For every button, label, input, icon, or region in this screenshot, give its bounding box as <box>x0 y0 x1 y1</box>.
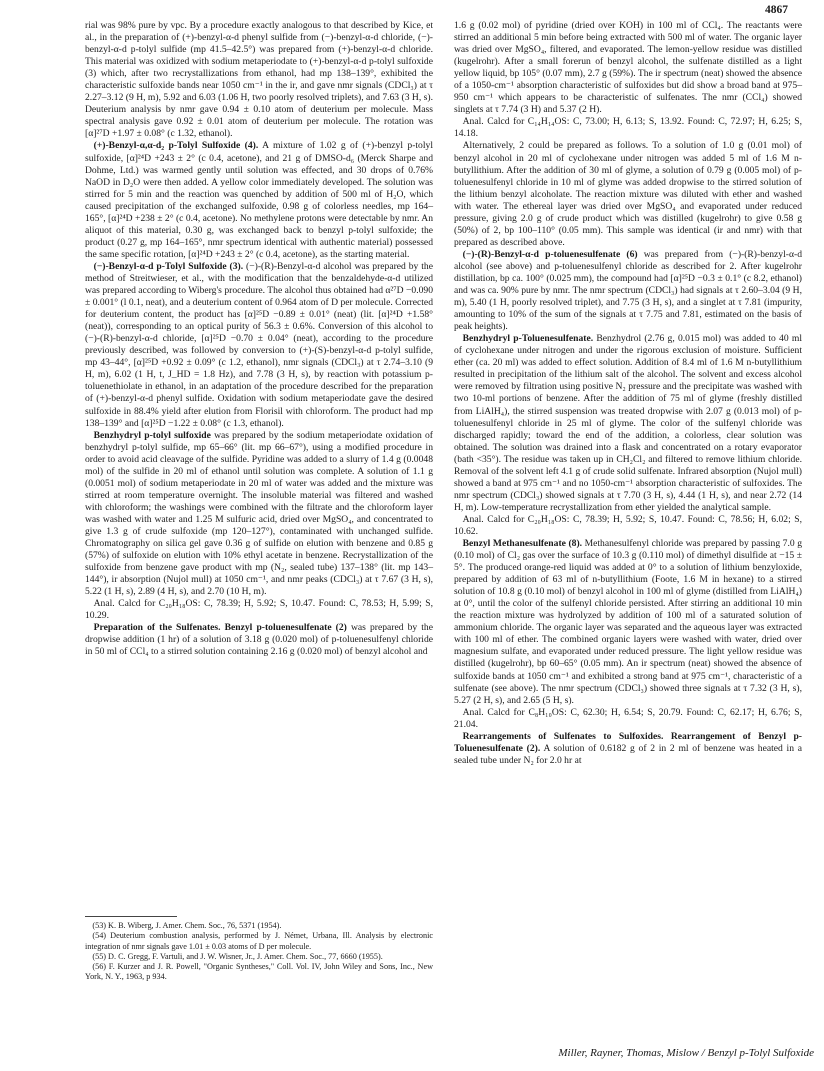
paragraph: (−)-Benzyl-α-d p-Tolyl Sulfoxide (3). (−)-(R)-Benzyl-α-d alcohol was prepared by the method of Streitwieser, et al., with the modification that the benzaldehyde-α-d utilized was prepared according to Wiberg's procedure. The alcohol thus obtained had α²⁷D −0.090 ± 0.001° (l 0.1, neat), and a deuterium content of 0.964 atom of D per molecule. Corrected for deuterium content, the product has [α]²⁵D −0.89 ± 0.01° (neat) (lit. [α]²⁴D +1.58° (neat)), corresponding to an optical purity of 56.3 ± 0.6%. Conversion of this alcohol to (−)-(R)-benzyl-α-d chloride, [α]²⁵D −0.70 ± 0.04° (neat), according to the procedure previously described, was followed by conversion to (+)-(S)-benzyl-α-d p-tolyl sulfide, mp 43–44°, [α]²⁵D +0.92 ± 0.09° (c 1.2, ethanol), nmr signals (CDCl₃) at τ 2.74–3.10 (9 H, m), 6.02 (1 H, t, J_HD = 1.8 Hz), and 7.78 (3 H, s), by reaction with potassium p-toluenethiolate in ethanol, in an adaptation of the procedure described for the preparation of (+)-benzyl-α-d phenyl sulfide. Oxidation with sodium metaperiodate gave the desired sulfoxide in 88.4% yield after elution from Florisil with chloroform. The product had mp 138–139° and [α]²⁵D −1.22 ± 0.08° (c 1.3, ethanol). <box>85 260 433 429</box>
paragraph: Alternatively, 2 could be prepared as follows. To a solution of 1.0 g (0.01 mol) of benzyl alcohol in 20 ml of cyclohexane under nitrogen was added 5 ml of 1.6 M n-butyllithium. After the addition of 30 ml of glyme, a solution of 0.79 g (0.005 mol) of p-toluenesulfenyl chloride in 10 ml of glyme was added dropwise to the stirred solution of the lithium benzyl alcoholate. The reaction mixture was diluted with ether and washed with water. The ethereal layer was dried over MgSO₄ and evaporated under reduced pressure, giving 2.0 g of crude product which was distilled (kugelrohr) to give 0.58 g (50%) of 2, bp 100–110° (0.05 mm). This sample was identical (ir and nmr) with that prepared as described above. <box>454 140 802 248</box>
paragraph: Benzhydryl p-tolyl sulfoxide was prepared by the sodium metaperiodate oxidation of benzhydryl p-tolyl sulfide, mp 65–66° (lit. mp 66–67°), using a modified procedure in order to avoid acid cleavage of the sulfide. Pyridine was added to a slurry of 1.4 g (0.0048 mol) of the sulfide in 20 ml of ethanol until solution was complete. A solution of 1.1 g (0.0051 mol) of sodium metaperiodate in 20 ml of water was added and the mixture was stirred at room temperature overnight. The insoluble material was filtered and washed with chloroform; the washings were combined with the filtrate and the chloroform layer was washed with water and 1.25 M sulfuric acid, dried over MgSO₄, and concentrated to give 1.3 g of crude sulfoxide (mp 120–127°), contaminated with unchanged sulfide. Chromatography on silica gel gave 0.36 g of sulfide on elution with benzene and 0.85 g (57%) of sulfoxide on elution with 10% ethyl acetate in benzene. Recrystallization of the sulfoxide from benzene gave product with mp (N₂, sealed tube) 137–138° (lit. mp 143–144°), ir absorption (Nujol mull) at 1050 cm⁻¹, and nmr peaks (CDCl₃) at τ 7.67 (3 H, s), 5.22 (1 H, s), 2.89 (4 H, s), and 2.70 (10 H, m). <box>85 429 433 598</box>
paragraph: Anal. Calcd for C₂₀H₁₈OS: C, 78.39; H, 5.92; S, 10.47. Found: C, 78.56; H, 6.02; S, 10.62. <box>454 513 802 537</box>
section-heading: Benzhydryl p-Toluenesulfenate. <box>462 333 594 345</box>
footnote: (54) Deuterium combustion analysis, performed by J. Német, Urbana, Ill. Analysis by electronic integration of nmr signals gave 1.01 ± 0.03 atoms of D per molecule. <box>85 931 433 951</box>
section-heading: Preparation of the Sulfenates. Benzyl p-toluenesulfenate (2) <box>93 622 347 634</box>
paragraph: (+)-Benzyl-α,α-d₂ p-Tolyl Sulfoxide (4). A mixture of 1.02 g of (+)-benzyl p-tolyl sulfoxide, [α]²⁴D +243 ± 2° (c 0.4, acetone), and 21 g of DMSO-d₆ (Merck Sharpe and Dohme, Ltd.) was warmed gently until solution was effected, and 30 drops of 0.76% NaOD in D₂O were then added. A yellow color immediately developed. The solution was stirred for 5 min and the reaction was quenched by addition of 500 ml of H₂O, which caused precipitation of the exchanged sulfoxide, 0.98 g of colorless needles, mp 164–165°, [α]²⁴D +238 ± 2° (c 0.4, acetone). No methylene protons were detectable by nmr. An aliquot of this material, 0.30 g, was exchanged back to benzyl p-tolyl sulfoxide; the product (0.27 g, mp 164–165°, nmr spectrum identical with authentic material) possessed the same specific rotation, [α]²⁴D +243 ± 2° (c 0.4, acetone), as the starting material. <box>85 140 433 260</box>
paragraph: Anal. Calcd for C₁₄H₁₄OS: C, 73.00; H, 6.13; S, 13.92. Found: C, 72.97; H, 6.25; S, 14.18. <box>454 116 802 140</box>
page-number: 4867 <box>765 4 788 16</box>
paragraph: Anal. Calcd for C₂₀H₁₈OS: C, 78.39; H, 5.92; S, 10.47. Found: C, 78.53; H, 5.99; S, 10.29. <box>85 598 433 622</box>
paragraph: Benzhydryl p-Toluenesulfenate. Benzhydrol (2.76 g, 0.015 mol) was added to 40 ml of cyclohexane under nitrogen and under the rigorous exclusion of moisture. Sufficient ether (ca. 20 ml) was added to effect solution. Addition of 8.4 ml of 1.6 M n-butyllithium resulted in precipitation of the lithium salt of the alcohol. The solvent and excess alcohol were removed by filtration using positive N₂ pressure and the precipitate was washed with two 10-ml portions of benzene. After the addition of 75 ml of glyme (freshly distilled from LiAlH₄), the stirred suspension was treated dropwise with 2.07 g (0.013 mol) of p-toluenesulfenyl chloride in 25 ml of glyme. The color of the sulfenyl chloride was discharged rapidly; toward the end of the addition, a colorless, clear solution was obtained. The solution was drained into a flask and concentrated on a rotary evaporator (bath <35°). The residue was taken up in CH₂Cl₂ and filtered to remove lithium chloride. Removal of the solvent left 4.1 g of crude solid sulfenate. Infrared absorption (Nujol mull) showed a band at 975 cm⁻¹ and no 1050-cm⁻¹ absorption characteristic of sulfoxides. The nmr spectrum (CDCl₃) showed signals at τ 7.70 (3 H, s), 4.44 (1 H, s), and near 2.72 (14 H, m). Low-temperature recrystallization from ether yielded the analytical sample. <box>454 333 802 513</box>
footnotes <box>85 916 433 983</box>
paragraph: Rearrangements of Sulfenates to Sulfoxides. Rearrangement of Benzyl p-Toluenesulfenate (2). A solution of 0.6182 g of 2 in 2 ml of benzene was heated in a sealed tube under N₂ for 2.0 hr at <box>454 730 802 766</box>
section-heading: (+)-Benzyl-α,α-d₂ p-Tolyl Sulfoxide (4). <box>93 140 259 152</box>
footnote-divider <box>85 916 177 917</box>
footnote: (55) D. C. Gregg, F. Vartuli, and J. W. Wisner, Jr., J. Amer. Chem. Soc., 77, 6660 (1955). <box>92 951 383 961</box>
left-column <box>85 20 433 658</box>
paragraph: Preparation of the Sulfenates. Benzyl p-toluenesulfenate (2) was prepared by the dropwise addition (1 hr) of a solution of 3.18 g (0.020 mol) of p-toluenesulfenyl chloride in 50 ml of CCl₄ to a stirred solution containing 2.16 g (0.020 mol) of benzyl alcohol and <box>85 622 433 658</box>
footnote: (53) K. B. Wiberg, J. Amer. Chem. Soc., 76, 5371 (1954). <box>92 921 282 930</box>
footnote: (56) F. Kurzer and J. R. Powell, "Organic Syntheses," Coll. Vol. IV, John Wiley and Sons, Inc., New York, N. Y., 1963, p 934. <box>85 962 433 982</box>
running-footer: Miller, Rayner, Thomas, Mislow / Benzyl p-Tolyl Sulfoxide <box>558 1047 814 1059</box>
paragraph: Benzyl Methanesulfenate (8). Methanesulfenyl chloride was prepared by passing 7.0 g (0.10 mol) of Cl₂ gas over the surface of 10.3 g (0.110 mol) of dimethyl disulfide at −15 ± 5°. The produced orange-red liquid was added at 0° to a solution of lithium benzyloxide, prepared by addition of 63 ml of n-butyllithium (Foote, 1.6 M in hexane) to a stirred solution of 10.8 g (0.10 mol) of benzyl alcohol in 100 ml of glyme (distilled from LiAlH₄) at 0°, until the color of the sulfenyl chloride persisted. After stirring an additional 10 min the reaction mixture was hydrolyzed by addition of 100 ml of a saturated solution of ammonium chloride. The organic layer was separated and the aqueous layer was extracted with 100 ml of ether. The combined organic layers were washed with water, dried over magnesium sulfate, and evaporated under reduced pressure. The light yellow residue was distilled (kugelrohr), bp 60–65° (0.05 mm). An ir spectrum (neat) showed the absence of sulfoxide bands at 1050 cm⁻¹ and exhibited a strong band at 975 cm⁻¹, characteristic of a sulfenate (see above). The nmr spectrum (CDCl₃) showed three signals at τ 7.32 (3 H, s), 5.27 (2 H, s), and 2.65 (5 H, s). <box>454 538 803 706</box>
section-heading: (−)-(R)-Benzyl-α-d p-toluenesulfenate (6) <box>462 248 638 260</box>
paragraph: Anal. Calcd for C₈H₁₀OS: C, 62.30; H, 6.54; S, 20.79. Found: C, 62.17; H, 6.76; S, 21.04. <box>454 706 802 730</box>
section-heading: Benzyl Methanesulfenate (8). <box>462 538 583 550</box>
section-heading: (−)-Benzyl-α-d p-Tolyl Sulfoxide (3). <box>93 260 244 272</box>
paragraph: rial was 98% pure by vpc. By a procedure exactly analogous to that described by Kice, et al., in the preparation of (+)-benzyl-α-d phenyl sulfide from (−)-benzyl-α-d chloride, (−)-benzyl-α-d p-tolyl sulfide (mp 41.5–42.5°) was prepared from (+)-benzyl-α-d chloride. This material was oxidized with sodium metaperiodate to (+)-benzyl-α-d p-tolyl sulfoxide (3) which, after two recrystallizations from ethanol, had mp 138–139°, exhibited the characteristic sulfoxide bands near 1050 cm⁻¹ in the ir, and gave nmr signals (CDCl₃) at τ 2.27–3.12 (9 H, m), 5.92 and 6.03 (1.06 H, two poorly resolved triplets), and 7.63 (3 H, s). Deuterium analysis by nmr gave 0.94 ± 0.10 atom of deuterium per molecule. Mass spectral analysis gave 0.92 ± 0.01 atom of deuterium per molecule. The rotation was [α]²⁷D +1.97 ± 0.08° (c 1.32, ethanol). <box>85 20 433 140</box>
right-column <box>454 20 802 767</box>
section-heading: Rearrangements of Sulfenates to Sulfoxides. Rearrangement of Benzyl p-Toluenesulfenate (2). <box>454 730 802 754</box>
section-heading: Benzhydryl p-tolyl sulfoxide <box>93 429 211 441</box>
paragraph: (−)-(R)-Benzyl-α-d p-toluenesulfenate (6) was prepared from (−)-(R)-benzyl-α-d alcohol (see above) and p-toluenesulfenyl chloride as described for 2. After kugelrohr distillation, bp ca. 100° (0.025 mm), the compound had [α]²⁵D −0.3 ± 0.1° (c 8.2, ethanol) and was ca. 90% pure by nmr. The nmr spectrum (CDCl₃) had signals at τ 2.60–3.04 (9 H, m), 5.40 (1 H, poorly resolved triplet), and 7.75 (3 H, s), and a singlet at τ 7.81 (impurity, amounting to 10% of the sum of the signals at τ 7.75 and 7.81, estimated on the basis of peak heights). <box>454 248 802 333</box>
paragraph: 1.6 g (0.02 mol) of pyridine (dried over KOH) in 100 ml of CCl₄. The reactants were stirred an additional 5 min before being extracted with 500 ml of water. The organic layer was dried over MgSO₄, filtered, and evaporated. The lemon-yellow residue was distilled (kugelrohr). After a small forerun of benzyl alcohol, the sulfenate distilled as a light yellow liquid, bp 105° (0.07 mm), 2.7 g (59%). The ir spectrum (neat) showed the absence of a 1050-cm⁻¹ absorption characteristic of sulfoxides but did show a broad band at 975–950 cm⁻¹ which appears to be characteristic of sulfenates. The nmr (CCl₄) showed singlets at τ 7.74 (3 H) and 5.37 (2 H). <box>454 20 802 116</box>
